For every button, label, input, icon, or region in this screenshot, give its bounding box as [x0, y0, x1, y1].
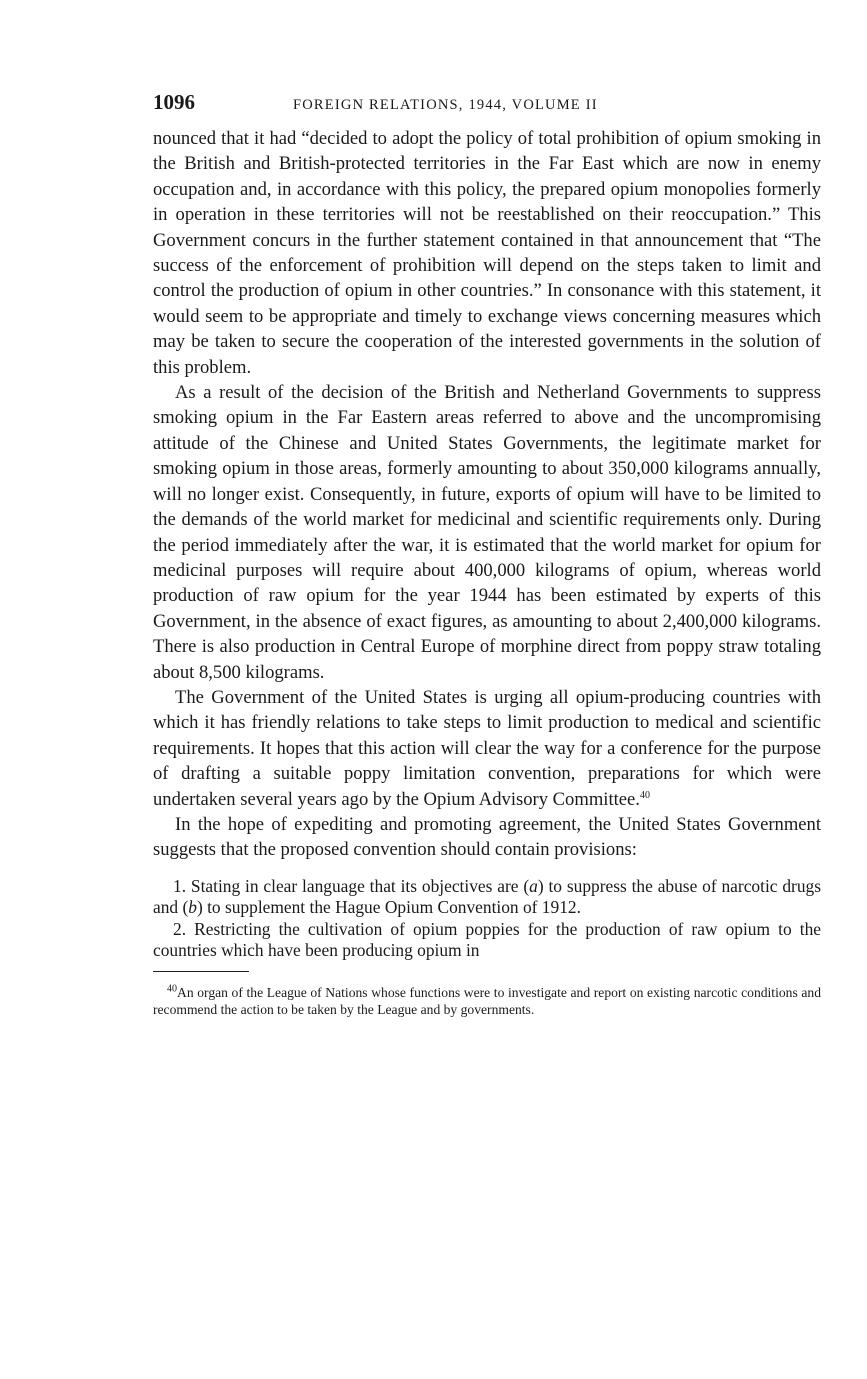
list-item-text: ) to suppress the abuse of narcotic drugs and ( — [153, 875, 821, 918]
list-item-number: 2. — [173, 918, 187, 939]
paragraph-2: As a result of the decision of the British and Netherland Governments to suppress smoking opium in the Far Eastern areas referred to above and the uncompromising attitude of the Chinese and United States Governments, the legitimate market for smoking opium in those areas, formerly amounting to about 350,000 kilograms annually, will no longer exist. Consequently, in future, exports of opium will have to be limited to the demands of the world market for medicinal and scientific requirements only. During the period immediately after the war, it is estimated that the world market for opium for medicinal purposes will require about 400,000 kilograms of opium, whereas world production of raw opium for the year 1944 has been estimated by experts of this Government, in the absence of exact figures, as amounting to about 2,400,000 kilograms. There is also production in Central Europe of morphine direct from poppy straw totaling about 8,500 kilograms. — [153, 382, 821, 683]
list-item-italic-b: b — [188, 897, 197, 918]
footnote-mark: 40 — [167, 983, 177, 995]
footnote-reference: 40 — [639, 789, 650, 801]
paragraph-3 — [153, 685, 821, 812]
paragraph-4: In the hope of expediting and promoting agreement, the United States Government suggests that the proposed convention should contain provisions: — [153, 813, 821, 861]
list-item — [153, 876, 821, 919]
list-item-text: ) to supplement the Hague Opium Convention of 1912. — [196, 897, 581, 918]
footnote — [153, 984, 821, 1018]
list-item-italic-a: a — [529, 875, 538, 896]
page-header — [153, 90, 821, 126]
footnote-divider — [153, 971, 249, 972]
list-item-text: Restricting the cultivation of opium poppies for the production of raw opium to the countries which have been producing opium in — [153, 918, 821, 961]
running-title: FOREIGN RELATIONS, 1944, VOLUME II — [293, 97, 598, 113]
list-item — [153, 919, 821, 962]
list-item-text: Stating in clear language that its objectives are ( — [190, 875, 530, 896]
page-number: 1096 — [153, 90, 195, 114]
footnote-text: An organ of the League of Nations whose functions were to investigate and report on existing narcotic conditions and recommend the action to be taken by the League and by governments. — [153, 984, 821, 1017]
paragraph-3-text: The Government of the United States is urging all opium-producing countries with which it has friendly relations to take steps to limit production to medical and scientific requirements. It hopes that this action will clear the way for a conference for the purpose of drafting a suitable poppy limitation convention, preparations for which were undertaken several years ago by the Opium Advisory Committee. — [153, 686, 821, 810]
document-page — [153, 90, 821, 1018]
body-text — [153, 126, 821, 863]
paragraph-1: nounced that it had “decided to adopt the policy of total prohibition of opium smoking in the British and British-protected territories in the Far East which are now in enemy occupation and, in accordance with this policy, the prepared opium monopolies formerly in operation in these territories will not be reestablished on their reoccupation.” This Government concurs in the further statement contained in that announcement that “The success of the enforcement of prohibition will depend on the steps taken to limit and control the production of opium in other countries.” In consonance with this statement, it would seem to be appropriate and timely to exchange views concerning measures which may be taken to secure the cooperation of the interested governments in the solution of this problem. — [153, 128, 821, 378]
provisions-list — [153, 876, 821, 962]
list-item-number: 1. — [173, 875, 187, 896]
